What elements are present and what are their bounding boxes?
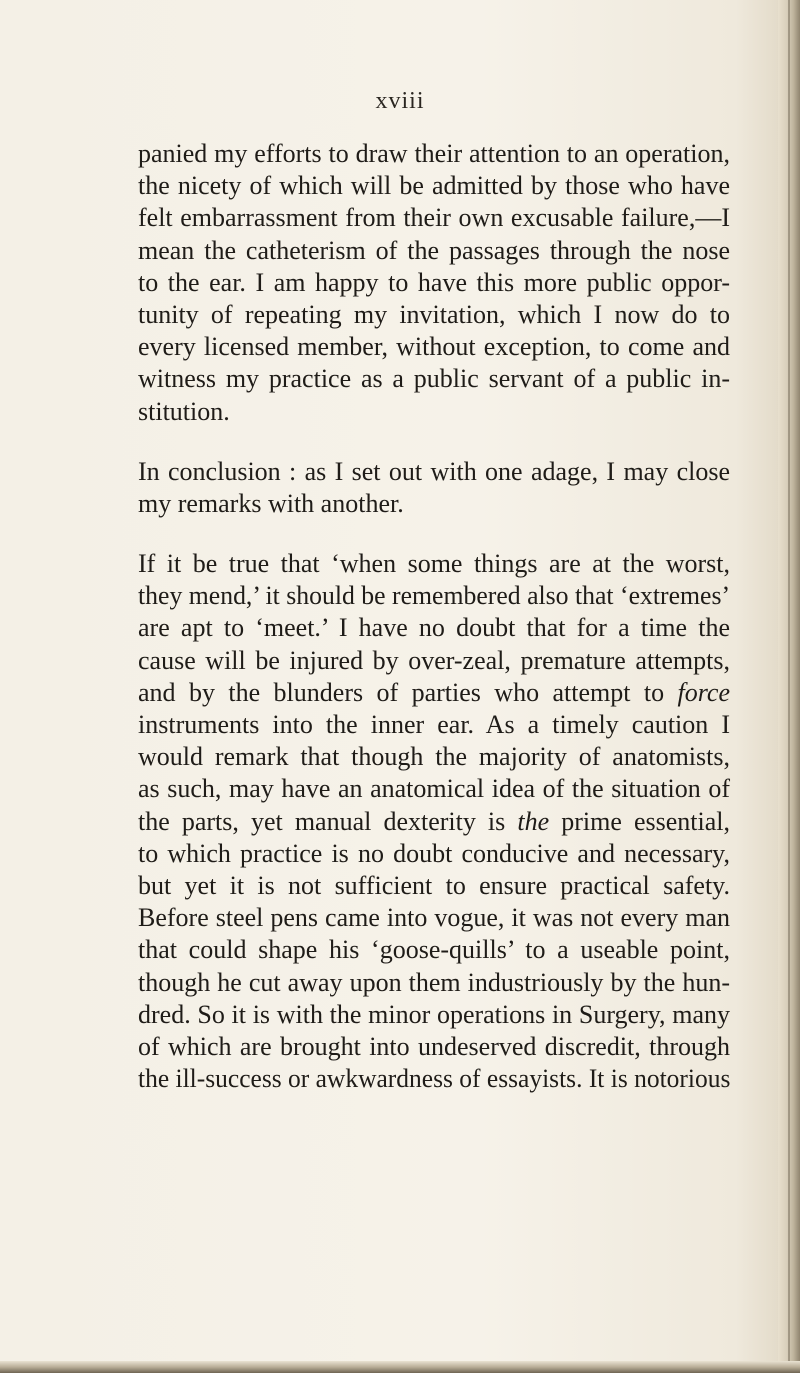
text-segment: and by the blunders of parties who attempt to [138, 677, 665, 707]
text-line: to the ear. I am happy to have this more public oppor- [138, 267, 730, 297]
text-line-with-italic [138, 677, 730, 709]
text-line: but yet it is not sufficient to ensure practical safety. [138, 870, 730, 900]
text-line: the ill-success or awkwardness of essayists. It is notorious [138, 1064, 731, 1094]
text-line: are apt to ‘meet.’ I have no doubt that for a time the [138, 613, 730, 643]
paragraph-2 [138, 456, 730, 520]
text-line: stitution. [138, 396, 230, 426]
text-segment: prime essential, [561, 806, 730, 836]
text-line: dred. So it is with the minor operations in Surgery, many [138, 999, 730, 1029]
paragraph-3 [138, 548, 730, 1095]
paragraph-1 [138, 138, 730, 428]
text-line: In conclusion : as I set out with one adage, I may close [138, 456, 730, 486]
italic-word: the [517, 806, 550, 836]
text-line: felt embarrassment from their own excusable failure,—I [138, 203, 730, 233]
text-line: the nicety of which will be admitted by those who have [138, 171, 730, 201]
text-line: mean the catheterism of the passages through the nose [138, 235, 730, 265]
text-line: every licensed member, without exception, to come and [138, 332, 730, 362]
text-line: tunity of repeating my invitation, which I now do to [138, 299, 730, 329]
text-line: instruments into the inner ear. As a timely caution I [138, 710, 730, 739]
text-block [138, 138, 730, 1095]
text-line: to which practice is no doubt conducive and necessary, [138, 838, 730, 868]
page-bottom-edge [0, 1361, 800, 1373]
binding-shadow-line [788, 0, 790, 1373]
text-line: would remark that though the majority of anatomists, [138, 742, 730, 772]
text-line: witness my practice as a public servant of a public in- [138, 364, 730, 394]
text-line: my remarks with another. [138, 488, 404, 518]
text-line: though he cut away upon them industriously by the hun- [138, 967, 730, 997]
text-line: panied my efforts to draw their attention to an operation, [138, 139, 730, 168]
page-number: xviii [375, 88, 425, 114]
text-line: as such, may have an anatomical idea of the situation of [138, 774, 730, 804]
text-line-with-italic [138, 806, 730, 838]
text-line: Before steel pens came into vogue, it was not every man [138, 903, 730, 933]
text-segment: the parts, yet manual dexterity is [138, 806, 506, 836]
text-line: If it be true that ‘when some things are at the worst, [138, 549, 730, 579]
text-line: cause will be injured by over-zeal, premature attempts, [138, 645, 730, 675]
text-line: they mend,’ it should be remembered also that ‘extremes’ [138, 581, 731, 611]
italic-word: force [677, 677, 731, 707]
text-line: that could shape his ‘goose-quills’ to a useable point, [138, 935, 730, 965]
text-line: of which are brought into undeserved discredit, through [138, 1031, 730, 1061]
